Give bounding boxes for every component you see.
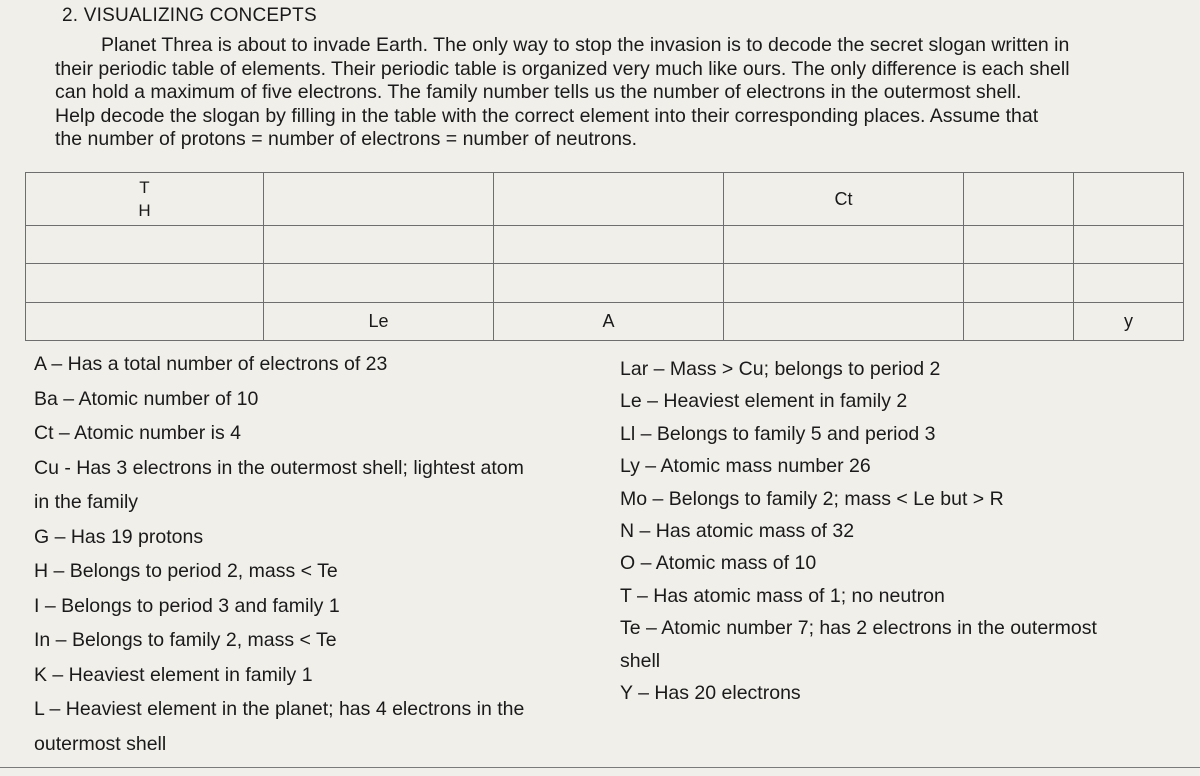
- table-cell[interactable]: [964, 173, 1074, 226]
- clue-item: G – Has 19 protons: [34, 525, 204, 548]
- table-cell[interactable]: [1074, 302, 1184, 340]
- clue-item: O – Atomic mass of 10: [620, 552, 817, 575]
- table-row: [26, 264, 1184, 302]
- clue-item: in the family: [34, 491, 139, 513]
- clue-list-right: [620, 353, 1097, 709]
- intro-line: their periodic table of elements. Their periodic table is organized very much like ours. The only difference is each shell: [55, 57, 1070, 80]
- clue-item: Y – Has 20 electrons: [620, 682, 801, 705]
- clue-item: I – Belongs to period 3 and family 1: [34, 594, 340, 617]
- table-cell[interactable]: [264, 302, 494, 340]
- clue-item: Lar – Mass > Cu; belongs to period 2: [620, 358, 941, 380]
- table-cell[interactable]: [964, 302, 1074, 340]
- intro-line: can hold a maximum of five electrons. The family number tells us the number of electrons in the outermost shell.: [55, 81, 1022, 103]
- table-cell[interactable]: [1074, 173, 1184, 226]
- cell-label: Ct: [834, 188, 853, 209]
- clue-item: In – Belongs to family 2, mass < Te: [34, 629, 337, 651]
- intro-paragraph: [55, 34, 1195, 152]
- table-cell[interactable]: [724, 264, 964, 302]
- intro-line: the number of protons = number of electrons = number of neutrons.: [55, 128, 638, 150]
- clue-item: L – Heaviest element in the planet; has 4 electrons in the: [34, 698, 525, 720]
- table-cell[interactable]: [724, 173, 964, 226]
- table-cell[interactable]: [1074, 225, 1184, 263]
- table-cell[interactable]: [494, 302, 724, 340]
- table-cell[interactable]: [264, 225, 494, 263]
- table-cell[interactable]: [1074, 264, 1184, 302]
- clue-item: Ba – Atomic number of 10: [34, 387, 259, 410]
- clue-item: Ly – Atomic mass number 26: [620, 455, 871, 478]
- cell-label: T: [139, 177, 150, 197]
- intro-line: Help decode the slogan by filling in the table with the correct element into their corresponding places. Assume that: [55, 104, 1039, 127]
- clue-item: Le – Heaviest element in family 2: [620, 390, 908, 413]
- table-row: [26, 225, 1184, 263]
- clue-item: shell: [620, 649, 661, 672]
- periodic-table-grid: [25, 172, 1184, 341]
- clue-item: Ct – Atomic number is 4: [34, 422, 241, 444]
- clue-item: K – Heaviest element in family 1: [34, 663, 313, 686]
- table-cell[interactable]: [724, 302, 964, 340]
- clue-item: Cu - Has 3 electrons in the outermost shell; lightest atom: [34, 456, 524, 479]
- clue-item: Te – Atomic number 7; has 2 electrons in the outermost: [620, 617, 1097, 640]
- table-cell[interactable]: [26, 302, 264, 340]
- table-cell[interactable]: [264, 173, 494, 226]
- table-cell[interactable]: [26, 264, 264, 302]
- table-cell[interactable]: [264, 264, 494, 302]
- table-cell[interactable]: [494, 264, 724, 302]
- page-divider: [0, 767, 1200, 768]
- clue-item: Mo – Belongs to family 2; mass < Le but > R: [620, 487, 1004, 510]
- cell-label: H: [138, 200, 151, 220]
- table-cell[interactable]: [724, 225, 964, 263]
- cell-label: y: [1124, 311, 1133, 332]
- clue-item: outermost shell: [34, 732, 167, 755]
- clue-item: A – Has a total number of electrons of 23: [34, 353, 388, 375]
- clue-item: N – Has atomic mass of 32: [620, 520, 855, 543]
- table-row: [26, 302, 1184, 340]
- cell-label: Le: [368, 311, 389, 332]
- table-cell[interactable]: [26, 173, 264, 226]
- intro-line: Planet Threa is about to invade Earth. The only way to stop the invasion is to decode the secret slogan written in: [101, 34, 1070, 56]
- section-heading: 2. VISUALIZING CONCEPTS: [62, 5, 317, 26]
- clue-item: H – Belongs to period 2, mass < Te: [34, 560, 338, 582]
- table-cell[interactable]: [494, 225, 724, 263]
- cell-label: A: [602, 311, 615, 332]
- clue-item: T – Has atomic mass of 1; no neutron: [620, 584, 945, 607]
- clue-item: Ll – Belongs to family 5 and period 3: [620, 422, 936, 445]
- table-cell[interactable]: [26, 225, 264, 263]
- table-cell[interactable]: [494, 173, 724, 226]
- table-cell[interactable]: [964, 264, 1074, 302]
- clue-list-left: [34, 347, 524, 761]
- table-row: [26, 173, 1184, 226]
- table-cell[interactable]: [964, 225, 1074, 263]
